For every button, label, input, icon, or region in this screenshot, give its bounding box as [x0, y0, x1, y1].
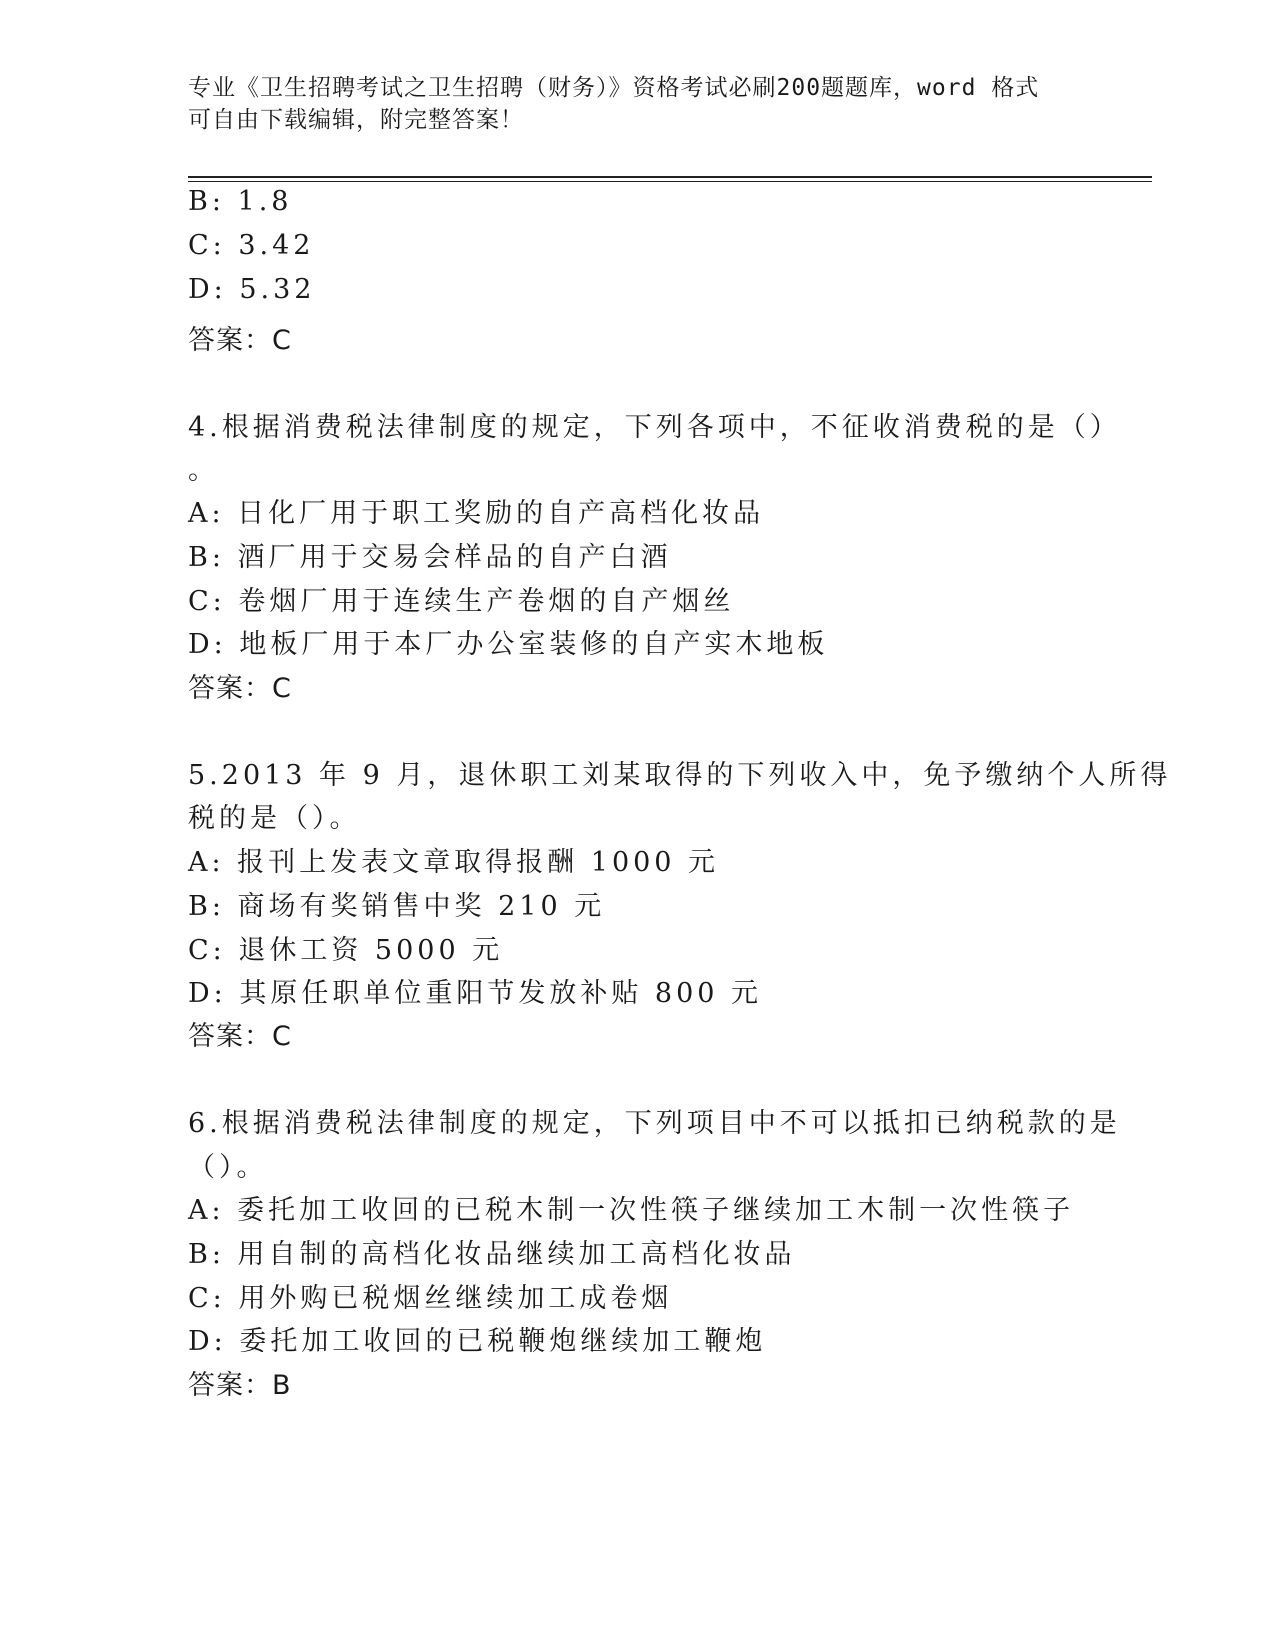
q5-stem-line1: 5.2013 年 9 月，退休职工刘某取得的下列收入中，免予缴纳个人所得 [188, 760, 1172, 791]
q3-option-d: D: 5.32 [188, 274, 316, 305]
q6-stem-line2: （）。 [188, 1152, 268, 1183]
q6-option-c: C: 用外购已税烟丝继续加工成卷烟 [188, 1283, 673, 1314]
q4-option-b: B: 酒厂用于交易会样品的自产白酒 [188, 542, 672, 573]
q6-option-b: B: 用自制的高档化妆品继续加工高档化妆品 [188, 1239, 796, 1270]
q6-option-d: D: 委托加工收回的已税鞭炮继续加工鞭炮 [188, 1326, 767, 1357]
q3-answer: 答案：C [188, 325, 292, 356]
q5-option-b: B: 商场有奖销售中奖 210 元 [188, 891, 606, 922]
q5-option-d: D: 其原任职单位重阳节发放补贴 800 元 [188, 978, 763, 1009]
q5-option-c: C: 退休工资 5000 元 [188, 935, 504, 966]
q4-option-a: A: 日化厂用于职工奖励的自产高档化妆品 [188, 498, 765, 529]
q5-option-a: A: 报刊上发表文章取得报酬 1000 元 [188, 847, 720, 878]
header-title-line1: 专业《卫生招聘考试之卫生招聘（财务）》资格考试必刷200题题库，word 格式 [188, 75, 1040, 101]
header-title-line2: 可自由下载编辑，附完整答案！ [188, 107, 524, 133]
q4-stem-line1: 4.根据消费税法律制度的规定，下列各项中，不征收消费税的是（） [188, 412, 1121, 443]
q3-option-b: B: 1.8 [188, 186, 293, 217]
q6-stem-line1: 6.根据消费税法律制度的规定，下列项目中不可以抵扣已纳税款的是 [188, 1108, 1121, 1139]
q4-stem-line2: 。 [188, 455, 219, 486]
q4-option-d: D: 地板厂用于本厂办公室装修的自产实木地板 [188, 629, 829, 660]
document-header [188, 72, 1088, 136]
q4-option-c: C: 卷烟厂用于连续生产卷烟的自产烟丝 [188, 586, 735, 617]
header-divider-thick [188, 176, 1152, 178]
q5-answer: 答案：C [188, 1021, 292, 1052]
q6-answer: 答案：B [188, 1370, 292, 1401]
q5-stem-line2: 税的是（）。 [188, 803, 361, 834]
q6-option-a: A: 委托加工收回的已税木制一次性筷子继续加工木制一次性筷子 [188, 1195, 1075, 1226]
header-divider-thin [188, 181, 1152, 182]
q4-answer: 答案：C [188, 673, 292, 704]
q3-option-c: C: 3.42 [188, 230, 315, 261]
